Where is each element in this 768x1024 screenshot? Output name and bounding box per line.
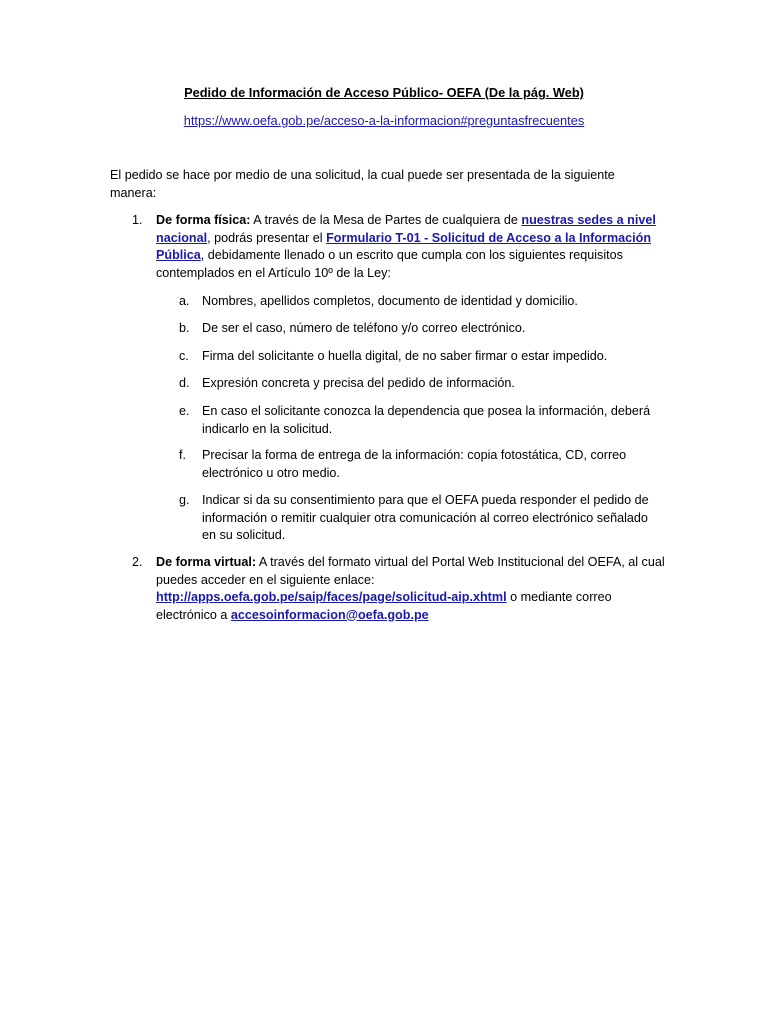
list-number: 1. [132, 213, 143, 227]
requirement-item [179, 375, 654, 393]
list-item-virtual [132, 554, 666, 624]
requirement-item [179, 348, 654, 366]
email-link[interactable]: accesoinformacion@oefa.gob.pe [230, 607, 429, 622]
item-heading: De forma física: [156, 213, 251, 227]
faq-url-link[interactable]: https://www.oefa.gob.pe/acceso-a-la-informacion#preguntasfrecuentes [183, 113, 585, 128]
list-number: 2. [132, 555, 143, 569]
saip-link[interactable]: http://apps.oefa.gob.pe/saip/faces/page/solicitud-aip.xhtml [156, 590, 507, 604]
sedes-link[interactable]: nuestras sedes a nivel nacional [156, 213, 656, 245]
requirement-letter: f. [179, 448, 186, 462]
requirement-letter: c. [179, 349, 189, 363]
requirement-text: Firma del solicitante o huella digital, de no saber firmar o estar impedido. [202, 349, 608, 363]
requirement-item [179, 447, 654, 482]
requirement-text: Nombres, apellidos completos, documento de identidad y domicilio. [202, 294, 578, 308]
item-text: , podrás presentar el [207, 230, 327, 245]
requirement-item [179, 293, 654, 311]
requirement-letter: b. [179, 321, 190, 335]
intro-paragraph: El pedido se hace por medio de una solicitud, la cual puede ser presentada de la siguiente manera: [110, 168, 615, 200]
requirement-text: Precisar la forma de entrega de la información: copia fotostática, CD, correo electrónico u otro medio. [202, 448, 627, 480]
requirement-text: De ser el caso, número de teléfono y/o correo electrónico. [202, 321, 526, 335]
requirement-item [179, 320, 654, 338]
item-text: , debidamente llenado o un escrito que cumpla con los siguientes requisitos contemplados en el Artículo 10º de la Ley: [156, 248, 623, 280]
requirement-text: Indicar si da su consentimiento para que el OEFA pueda responder el pedido de información o remitir cualquier otra comunicación al correo electrónico señalado en su solicitud. [202, 493, 649, 542]
requirement-item [179, 492, 654, 545]
requirement-letter: d. [179, 376, 190, 390]
requirement-letter: g. [179, 493, 190, 507]
document-title: Pedido de Información de Acceso Público- OEFA (De la pág. Web) [184, 85, 584, 100]
requirement-letter: e. [179, 404, 190, 418]
item-text: o mediante correo electrónico a [156, 590, 612, 622]
formulario-link[interactable]: Formulario T-01 - Solicitud de Acceso a la Información Pública [156, 230, 652, 262]
requirement-item [179, 403, 654, 438]
list-item-physical [132, 212, 666, 282]
requirement-letter: a. [179, 294, 190, 308]
requirement-text: En caso el solicitante conozca la dependencia que posea la información, deberá indicarlo en la solicitud. [202, 404, 651, 436]
item-text: A través del formato virtual del Portal Web Institucional del OEFA, al cual puedes acceder en el siguiente enlace: [156, 555, 665, 587]
requirement-text: Expresión concreta y precisa del pedido de información. [202, 376, 515, 390]
item-heading: De forma virtual: [156, 555, 257, 569]
item-text: A través de la Mesa de Partes de cualquiera de [250, 213, 522, 227]
